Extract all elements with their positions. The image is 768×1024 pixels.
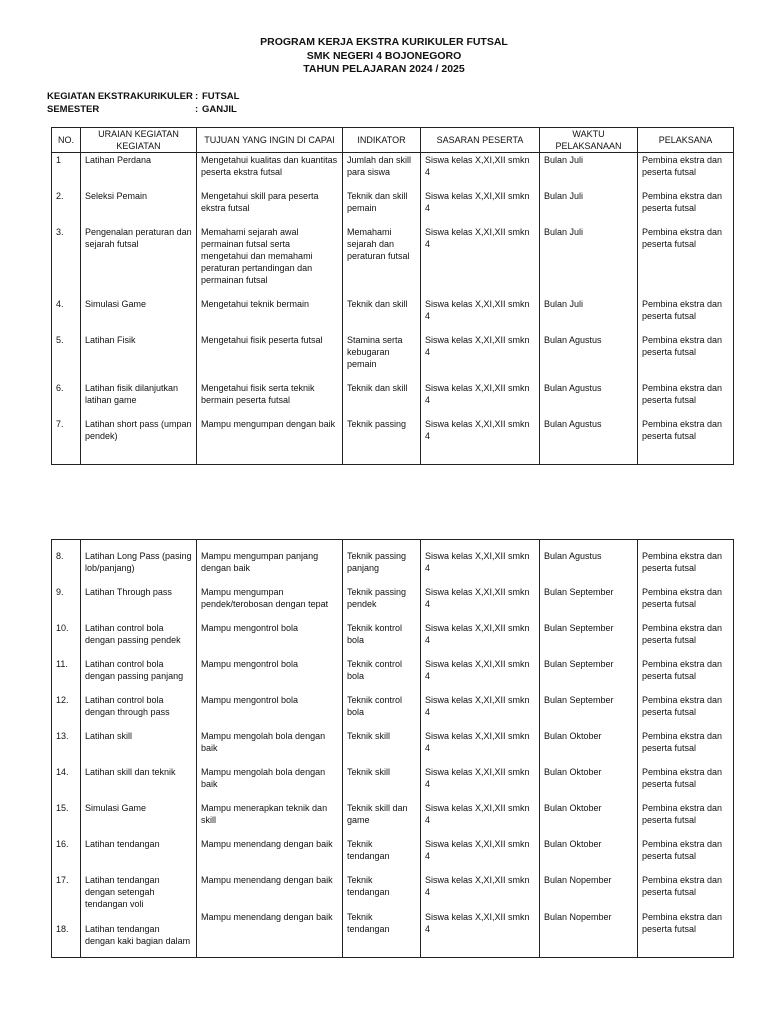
cell-waktu: Bulan Agustus <box>540 540 638 585</box>
cell-no: 17. <box>52 873 81 910</box>
cell-no: 8. <box>52 540 81 585</box>
cell-pelaksana: Pembina ekstra dan peserta futsal <box>638 540 734 585</box>
cell-waktu: Bulan Oktober <box>540 801 638 837</box>
table-row <box>52 765 734 801</box>
cell-uraian: Latihan control bola dengan passing pendek <box>81 621 197 657</box>
cell-indikator: Jumlah dan skill para siswa <box>343 153 421 189</box>
cell-sasaran: Siswa kelas X,XI,XII smkn 4 <box>421 297 540 333</box>
col-header-tujuan: TUJUAN YANG INGIN DI CAPAI <box>197 128 343 153</box>
cell-tujuan: Mampu mengolah bola dengan baik <box>197 765 343 801</box>
cell-no: 13. <box>52 729 81 765</box>
cell-uraian: Latihan tendangan dengan kaki bagian dalam <box>81 910 197 958</box>
table-row <box>52 621 734 657</box>
cell-no: 16. <box>52 837 81 873</box>
cell-pelaksana: Pembina ekstra dan peserta futsal <box>638 837 734 873</box>
cell-pelaksana: Pembina ekstra dan peserta futsal <box>638 333 734 381</box>
kegiatan-label: KEGIATAN EKSTRAKURIKULER <box>47 91 193 102</box>
col-header-no: NO. <box>52 128 81 153</box>
cell-no: 4. <box>52 297 81 333</box>
cell-no: 6. <box>52 381 81 417</box>
cell-tujuan: Mampu mengontrol bola <box>197 693 343 729</box>
cell-indikator: Teknik kontrol bola <box>343 621 421 657</box>
col-header-pelaksana: PELAKSANA <box>638 128 734 153</box>
cell-pelaksana: Pembina ekstra dan peserta futsal <box>638 693 734 729</box>
cell-waktu: Bulan Juli <box>540 297 638 333</box>
cell-uraian: Latihan control bola dengan through pass <box>81 693 197 729</box>
cell-pelaksana: Pembina ekstra dan peserta futsal <box>638 765 734 801</box>
cell-sasaran: Siswa kelas X,XI,XII smkn 4 <box>421 837 540 873</box>
cell-sasaran: Siswa kelas X,XI,XII smkn 4 <box>421 873 540 910</box>
document-title: PROGRAM KERJA EKSTRA KURIKULER FUTSAL <box>260 36 508 48</box>
cell-waktu: Bulan Juli <box>540 153 638 189</box>
cell-pelaksana: Pembina ekstra dan peserta futsal <box>638 910 734 958</box>
cell-waktu: Bulan September <box>540 621 638 657</box>
cell-tujuan: Mampu menendang dengan baik <box>197 873 343 910</box>
col-header-waktu: WAKTU PELAKSANAAN <box>540 128 638 153</box>
program-meta <box>47 91 239 116</box>
academic-year: TAHUN PELAJARAN 2024 / 2025 <box>303 63 465 75</box>
cell-tujuan: Mampu mengontrol bola <box>197 657 343 693</box>
col-header-uraian: URAIAN KEGIATAN KEGIATAN <box>81 128 197 153</box>
cell-uraian: Latihan tendangan dengan setengah tendangan voli <box>81 873 197 910</box>
cell-uraian: Latihan Perdana <box>81 153 197 189</box>
cell-pelaksana: Pembina ekstra dan peserta futsal <box>638 153 734 189</box>
cell-indikator: Teknik tendangan <box>343 910 421 958</box>
cell-waktu: Bulan Agustus <box>540 381 638 417</box>
cell-sasaran: Siswa kelas X,XI,XII smkn 4 <box>421 621 540 657</box>
cell-no: 15. <box>52 801 81 837</box>
cell-uraian: Latihan control bola dengan passing panjang <box>81 657 197 693</box>
cell-pelaksana: Pembina ekstra dan peserta futsal <box>638 297 734 333</box>
cell-waktu: Bulan September <box>540 693 638 729</box>
cell-uraian: Simulasi Game <box>81 297 197 333</box>
cell-tujuan: Mampu menendang dengan baik <box>197 837 343 873</box>
cell-tujuan: Mampu mengumpan pendek/terobosan dengan tepat <box>197 585 343 621</box>
cell-tujuan: Mampu mengolah bola dengan baik <box>197 729 343 765</box>
col-header-sasaran: SASARAN PESERTA <box>421 128 540 153</box>
cell-pelaksana: Pembina ekstra dan peserta futsal <box>638 729 734 765</box>
cell-tujuan: Mampu menendang dengan baik <box>197 910 343 958</box>
cell-no: 14. <box>52 765 81 801</box>
table-header-row <box>52 128 734 153</box>
cell-waktu: Bulan Agustus <box>540 417 638 465</box>
kegiatan-separator: : <box>195 91 199 102</box>
cell-pelaksana: Pembina ekstra dan peserta futsal <box>638 657 734 693</box>
cell-waktu: Bulan September <box>540 585 638 621</box>
cell-uraian: Latihan skill dan teknik <box>81 765 197 801</box>
cell-uraian: Latihan short pass (umpan pendek) <box>81 417 197 465</box>
cell-no: 11. <box>52 657 81 693</box>
cell-sasaran: Siswa kelas X,XI,XII smkn 4 <box>421 189 540 225</box>
table-row <box>52 297 734 333</box>
semester-separator: : <box>195 103 199 115</box>
cell-uraian: Simulasi Game <box>81 801 197 837</box>
cell-sasaran: Siswa kelas X,XI,XII smkn 4 <box>421 153 540 189</box>
cell-waktu: Bulan Oktober <box>540 837 638 873</box>
cell-indikator: Teknik skill <box>343 765 421 801</box>
cell-uraian: Latihan Long Pass (pasing lob/panjang) <box>81 540 197 585</box>
cell-waktu: Bulan Agustus <box>540 333 638 381</box>
cell-waktu: Bulan Nopember <box>540 873 638 910</box>
cell-waktu: Bulan Juli <box>540 225 638 297</box>
cell-indikator: Teknik passing <box>343 417 421 465</box>
cell-uraian: Latihan skill <box>81 729 197 765</box>
semester-label: SEMESTER <box>47 103 100 115</box>
school-name: SMK NEGERI 4 BOJONEGORO <box>306 49 462 62</box>
cell-sasaran: Siswa kelas X,XI,XII smkn 4 <box>421 765 540 801</box>
cell-waktu: Bulan Oktober <box>540 765 638 801</box>
cell-uraian: Latihan tendangan <box>81 837 197 873</box>
cell-indikator: Stamina serta kebugaran pemain <box>343 333 421 381</box>
semester-value: GANJIL <box>202 103 237 115</box>
cell-pelaksana: Pembina ekstra dan peserta futsal <box>638 585 734 621</box>
cell-sasaran: Siswa kelas X,XI,XII smkn 4 <box>421 225 540 297</box>
cell-sasaran: Siswa kelas X,XI,XII smkn 4 <box>421 657 540 693</box>
cell-indikator: Teknik passing pendek <box>343 585 421 621</box>
cell-sasaran: Siswa kelas X,XI,XII smkn 4 <box>421 333 540 381</box>
cell-no: 12. <box>52 693 81 729</box>
cell-waktu: Bulan September <box>540 657 638 693</box>
program-table-part-1 <box>51 127 734 465</box>
table-row <box>52 910 734 958</box>
cell-uraian: Pengenalan peraturan dan sejarah futsal <box>81 225 197 297</box>
cell-indikator: Teknik control bola <box>343 693 421 729</box>
cell-tujuan: Mampu mengumpan dengan baik <box>197 417 343 465</box>
program-table-part-2 <box>51 539 734 958</box>
cell-sasaran: Siswa kelas X,XI,XII smkn 4 <box>421 540 540 585</box>
cell-tujuan: Mengetahui teknik bermain <box>197 297 343 333</box>
cell-sasaran: Siswa kelas X,XI,XII smkn 4 <box>421 910 540 958</box>
table-row <box>52 657 734 693</box>
table-row <box>52 729 734 765</box>
cell-pelaksana: Pembina ekstra dan peserta futsal <box>638 381 734 417</box>
table-row <box>52 801 734 837</box>
cell-tujuan: Mengetahui fisik serta teknik bermain peserta futsal <box>197 381 343 417</box>
cell-indikator: Teknik dan skill <box>343 381 421 417</box>
cell-pelaksana: Pembina ekstra dan peserta futsal <box>638 417 734 465</box>
cell-indikator: Teknik tendangan <box>343 837 421 873</box>
meta-kegiatan-row <box>47 91 239 104</box>
cell-no: 1 <box>52 153 81 189</box>
cell-no: 5. <box>52 333 81 381</box>
cell-tujuan: Mengetahui fisik peserta futsal <box>197 333 343 381</box>
table-row <box>52 333 734 381</box>
cell-sasaran: Siswa kelas X,XI,XII smkn 4 <box>421 417 540 465</box>
table-row <box>52 540 734 585</box>
table-row <box>52 585 734 621</box>
kegiatan-value: FUTSAL <box>202 91 240 102</box>
cell-uraian: Seleksi Pemain <box>81 189 197 225</box>
cell-waktu: Bulan Oktober <box>540 729 638 765</box>
cell-tujuan: Mampu mengumpan panjang dengan baik <box>197 540 343 585</box>
table-row <box>52 381 734 417</box>
cell-no: 18. <box>52 910 81 958</box>
cell-pelaksana: Pembina ekstra dan peserta futsal <box>638 873 734 910</box>
cell-sasaran: Siswa kelas X,XI,XII smkn 4 <box>421 585 540 621</box>
cell-no: 9. <box>52 585 81 621</box>
col-header-indikator: INDIKATOR <box>343 128 421 153</box>
table-row <box>52 693 734 729</box>
cell-tujuan: Mampu mengontrol bola <box>197 621 343 657</box>
cell-indikator: Teknik control bola <box>343 657 421 693</box>
cell-sasaran: Siswa kelas X,XI,XII smkn 4 <box>421 801 540 837</box>
cell-no: 7. <box>52 417 81 465</box>
cell-indikator: Teknik skill dan game <box>343 801 421 837</box>
cell-sasaran: Siswa kelas X,XI,XII smkn 4 <box>421 381 540 417</box>
cell-pelaksana: Pembina ekstra dan peserta futsal <box>638 801 734 837</box>
cell-tujuan: Mampu menerapkan teknik dan skill <box>197 801 343 837</box>
cell-tujuan: Mengetahui kualitas dan kuantitas peserta ekstra futsal <box>197 153 343 189</box>
cell-waktu: Bulan Nopember <box>540 910 638 958</box>
cell-indikator: Teknik dan skill <box>343 297 421 333</box>
table-row <box>52 225 734 297</box>
table-row <box>52 873 734 910</box>
cell-indikator: Teknik tendangan <box>343 873 421 910</box>
cell-no: 3. <box>52 225 81 297</box>
cell-waktu: Bulan Juli <box>540 189 638 225</box>
cell-indikator: Memahami sejarah dan peraturan futsal <box>343 225 421 297</box>
cell-indikator: Teknik skill <box>343 729 421 765</box>
cell-pelaksana: Pembina ekstra dan peserta futsal <box>638 189 734 225</box>
cell-sasaran: Siswa kelas X,XI,XII smkn 4 <box>421 729 540 765</box>
cell-no: 2. <box>52 189 81 225</box>
cell-pelaksana: Pembina ekstra dan peserta futsal <box>638 225 734 297</box>
table-row <box>52 153 734 189</box>
table-row <box>52 189 734 225</box>
cell-tujuan: Memahami sejarah awal permainan futsal serta mengetahui dan memahami peraturan pertandingan dan permainan futsal <box>197 225 343 297</box>
table-row <box>52 837 734 873</box>
cell-pelaksana: Pembina ekstra dan peserta futsal <box>638 621 734 657</box>
meta-semester-row <box>47 104 239 117</box>
document-header <box>0 36 768 77</box>
cell-no: 10. <box>52 621 81 657</box>
cell-uraian: Latihan Fisik <box>81 333 197 381</box>
cell-tujuan: Mengetahui skill para peserta ekstra futsal <box>197 189 343 225</box>
cell-indikator: Teknik passing panjang <box>343 540 421 585</box>
cell-uraian: Latihan Through pass <box>81 585 197 621</box>
cell-indikator: Teknik dan skill pemain <box>343 189 421 225</box>
table-row <box>52 417 734 465</box>
cell-uraian: Latihan fisik dilanjutkan latihan game <box>81 381 197 417</box>
cell-sasaran: Siswa kelas X,XI,XII smkn 4 <box>421 693 540 729</box>
